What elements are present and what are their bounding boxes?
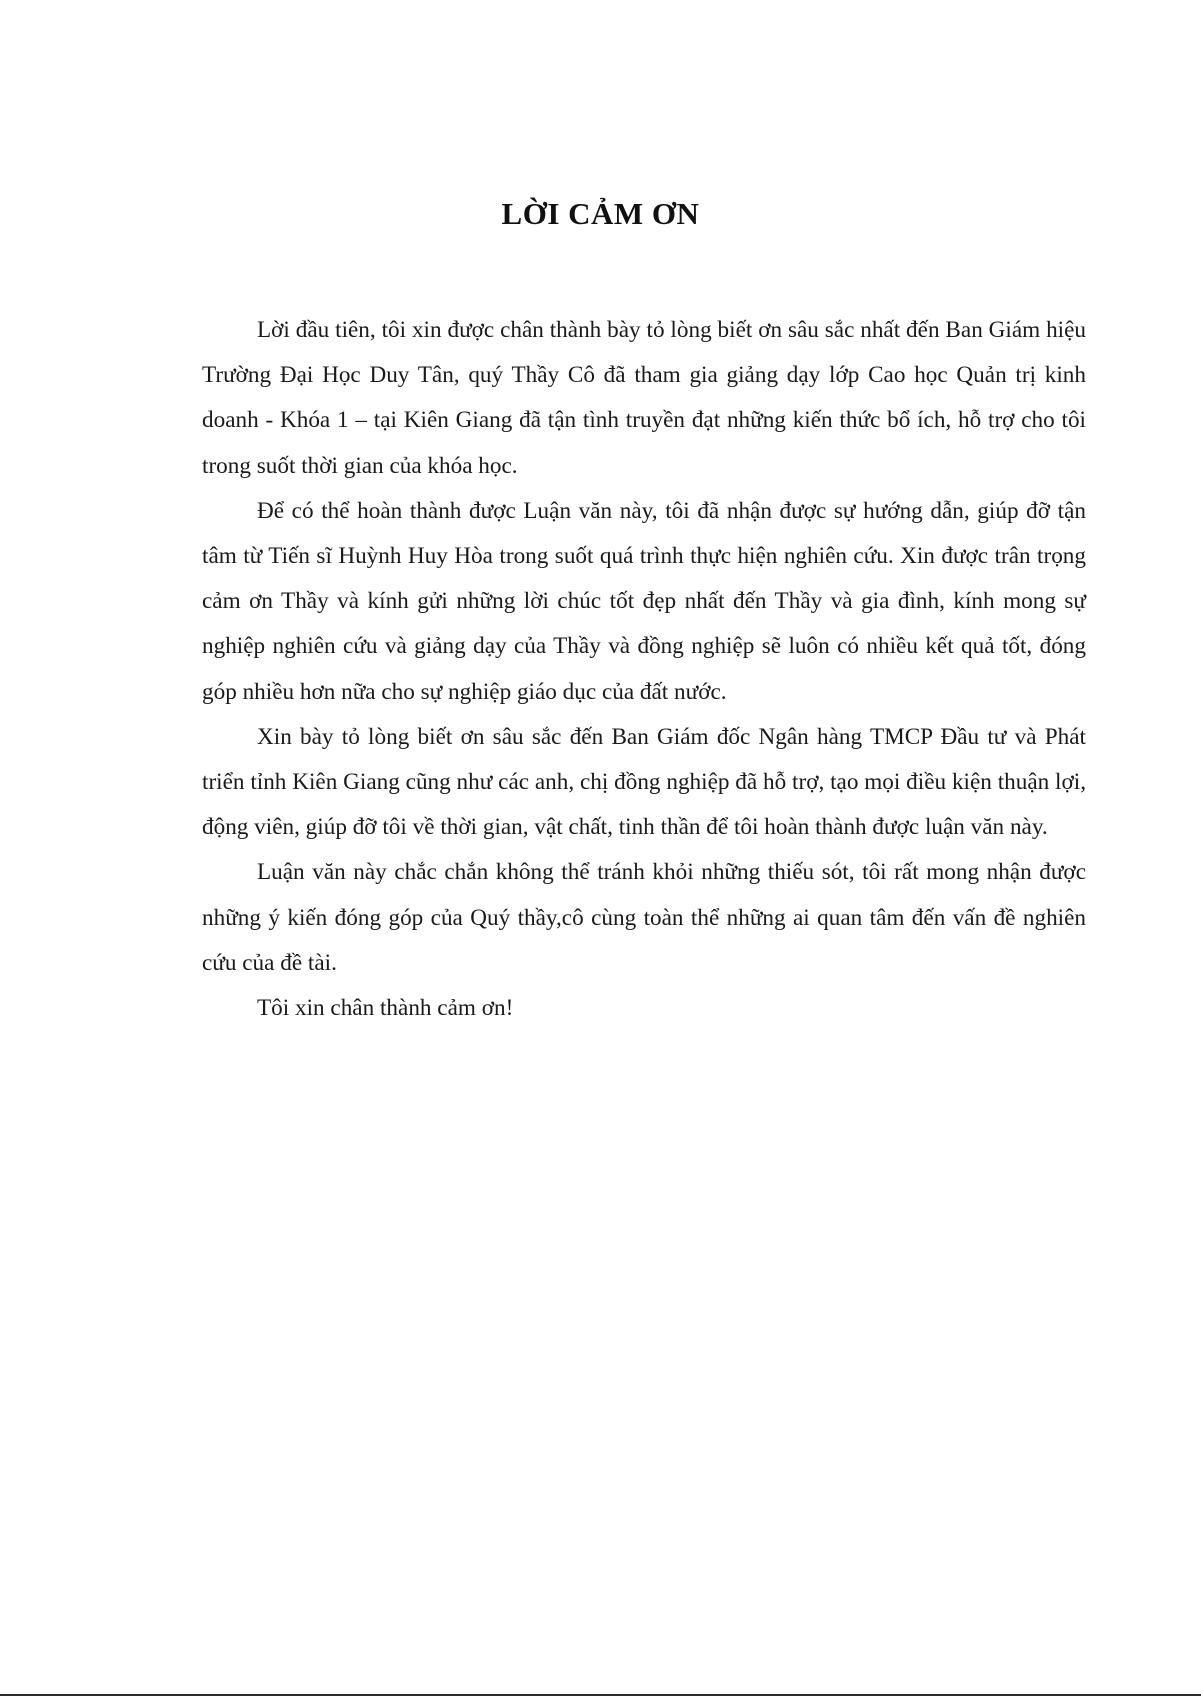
paragraph-closing: Tôi xin chân thành cảm ơn! — [257, 995, 514, 1022]
page-bottom-rule — [0, 1694, 1201, 1696]
acknowledgement-body — [202, 308, 1086, 1031]
paragraph-1: Lời đầu tiên, tôi xin được chân thành bày tỏ lòng biết ơn sâu sắc nhất đến Ban Giám hiệu Trường Đại Học Duy Tân, quý Thầy Cô đã tham gia giảng dạy lớp Cao học Quản trị kinh doanh - Khóa 1 – tại Kiên Giang đã tận tình truyền đạt những kiến thức bổ ích, hỗ trợ cho tôi trong suốt thời gian của khóa học. — [202, 317, 1086, 479]
paragraph-4: Luận văn này chắc chắn không thể tránh khỏi những thiếu sót, tôi rất mong nhận được những ý kiến đóng góp của Quý thầy,cô cùng toàn thể những ai quan tâm đến vấn đề nghiên cứu của đề tài. — [202, 859, 1086, 976]
paragraph-3: Xin bày tỏ lòng biết ơn sâu sắc đến Ban Giám đốc Ngân hàng TMCP Đầu tư và Phát triển tỉnh Kiên Giang cũng như các anh, chị đồng nghiệp đã hỗ trợ, tạo mọi điều kiện thuận lợi, động viên, giúp đỡ tôi về thời gian, vật chất, tinh thần để tôi hoàn thành được luận văn này. — [202, 723, 1086, 841]
page-title: LỜI CẢM ƠN — [501, 196, 700, 231]
paragraph-2: Để có thể hoàn thành được Luận văn này, tôi đã nhận được sự hướng dẫn, giúp đỡ tận tâm từ Tiến sĩ Huỳnh Huy Hòa trong suốt quá trình thực hiện nghiên cứu. Xin được trân trọng cảm ơn Thầy và kính gửi những lời chúc tốt đẹp nhất đến Thầy và gia đình, kính mong sự nghiệp nghiên cứu và giảng dạy của Thầy và đồng nghiệp sẽ luôn có nhiều kết quả tốt, đóng góp nhiều hơn nữa cho sự nghiệp giáo dục của đất nước. — [202, 497, 1086, 705]
